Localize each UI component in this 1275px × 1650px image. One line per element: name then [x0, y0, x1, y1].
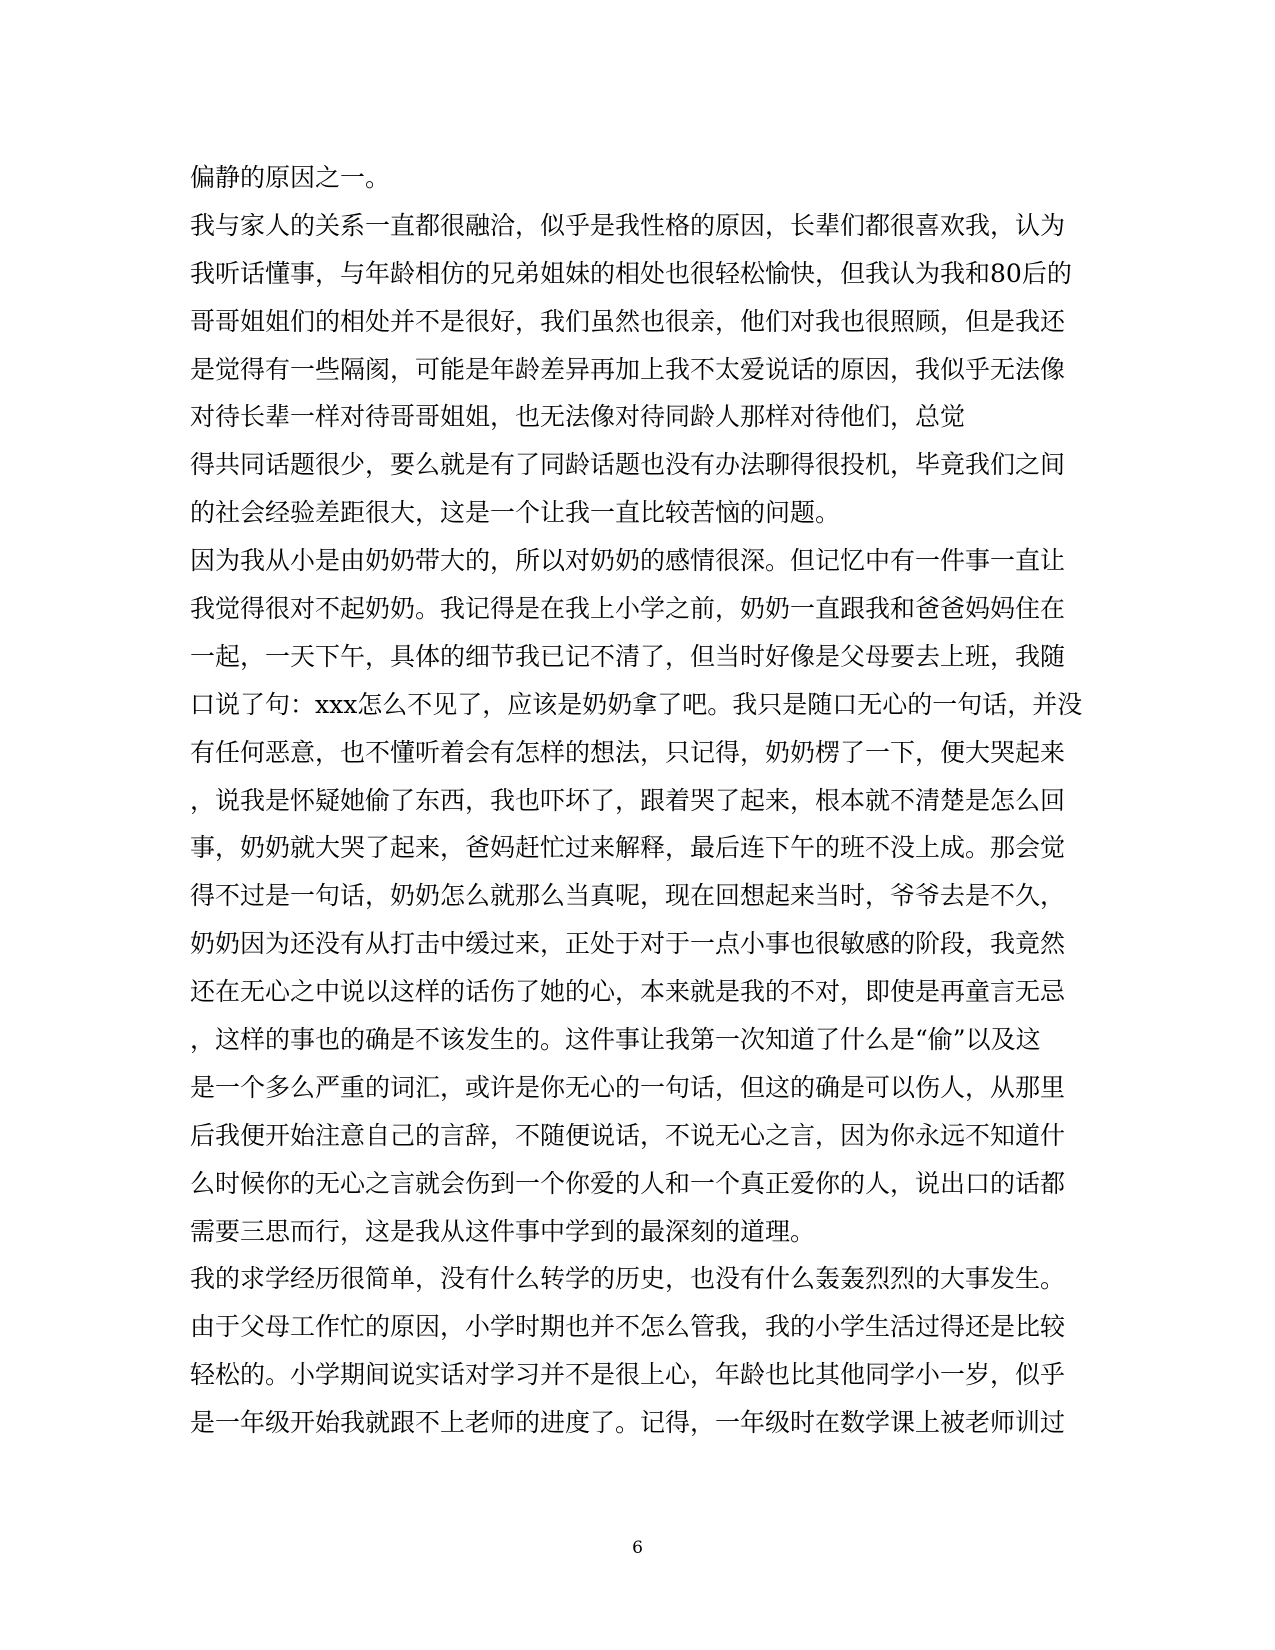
text-line: 因为我从小是由奶奶带大的，所以对奶奶的感情很深。但记忆中有一件事一直让	[190, 546, 1066, 576]
text-line: 我与家人的关系一直都很融洽，似乎是我性格的原因，长辈们都很喜欢我，认为	[190, 210, 1066, 240]
text-line: 偏静的原因之一。	[190, 163, 391, 192]
text-line: 的社会经验差距很大，这是一个让我一直比较苦恼的问题。	[190, 498, 841, 528]
text-line: 我的求学经历很简单，没有什么转学的历史，也没有什么轰轰烈烈的大事发生。	[190, 1264, 1066, 1294]
text-line: ，说我是怀疑她偷了东西，我也吓坏了，跟着哭了起来，根本就不清楚是怎么回	[190, 785, 1066, 815]
text-line: 我听话懂事，与年龄相仿的兄弟姐妹的相处也很轻松愉快，但我认为我和80后的	[190, 258, 1072, 288]
text-line: 得不过是一句话，奶奶怎么就那么当真呢，现在回想起来当时，爷爷去是不久，	[190, 881, 1066, 911]
text-line: 口说了句：xxx怎么不见了，应该是奶奶拿了吧。我只是随口无心的一句话，并没	[190, 689, 1083, 719]
text-line: 是觉得有一些隔阂，可能是年龄差异再加上我不太爱说话的原因，我似乎无法像	[190, 354, 1066, 384]
text-line: 由于父母工作忙的原因，小学时期也并不怎么管我，我的小学生活过得还是比较	[190, 1312, 1066, 1342]
text-line: 后我便开始注意自己的言辞，不随便说话，不说无心之言，因为你永远不知道什	[190, 1120, 1066, 1150]
text-line: 是一个多么严重的词汇，或许是你无心的一句话，但这的确是可以伤人，从那里	[190, 1072, 1066, 1102]
text-line: 是一年级开始我就跟不上老师的进度了。记得，一年级时在数学课上被老师训过	[190, 1408, 1066, 1438]
page-number: 6	[632, 1538, 643, 1558]
text-line: 轻松的。小学期间说实话对学习并不是很上心，年龄也比其他同学小一岁，似乎	[190, 1360, 1066, 1390]
text-line: 得共同话题很少，要么就是有了同龄话题也没有办法聊得很投机，毕竟我们之间	[190, 450, 1066, 480]
text-line: 一起，一天下午，具体的细节我已记不清了，但当时好像是父母要去上班，我随	[190, 641, 1066, 671]
text-line: 我觉得很对不起奶奶。我记得是在我上小学之前，奶奶一直跟我和爸爸妈妈住在	[190, 594, 1066, 624]
text-line: 事，奶奶就大哭了起来，爸妈赶忙过来解释，最后连下午的班不没上成。那会觉	[190, 833, 1066, 863]
text-line: 么时候你的无心之言就会伤到一个你爱的人和一个真正爱你的人，说出口的话都	[190, 1168, 1066, 1198]
text-line: 有任何恶意，也不懂听着会有怎样的想法，只记得，奶奶楞了一下，便大哭起来	[190, 737, 1066, 767]
body-text	[190, 154, 1090, 1447]
text-line: 需要三思而行，这是我从这件事中学到的最深刻的道理。	[190, 1216, 816, 1246]
text-line: ，这样的事也的确是不该发生的。这件事让我第一次知道了什么是“偷”以及这	[190, 1025, 1041, 1055]
text-line: 哥哥姐姐们的相处并不是很好，我们虽然也很亲，他们对我也很照顾，但是我还	[190, 306, 1066, 336]
text-line: 对待长辈一样对待哥哥姐姐，也无法像对待同龄人那样对待他们，总觉	[190, 402, 966, 432]
text-line: 奶奶因为还没有从打击中缓过来，正处于对于一点小事也很敏感的阶段，我竟然	[190, 929, 1066, 959]
text-line: 还在无心之中说以这样的话伤了她的心，本来就是我的不对，即使是再童言无忌	[190, 977, 1066, 1007]
